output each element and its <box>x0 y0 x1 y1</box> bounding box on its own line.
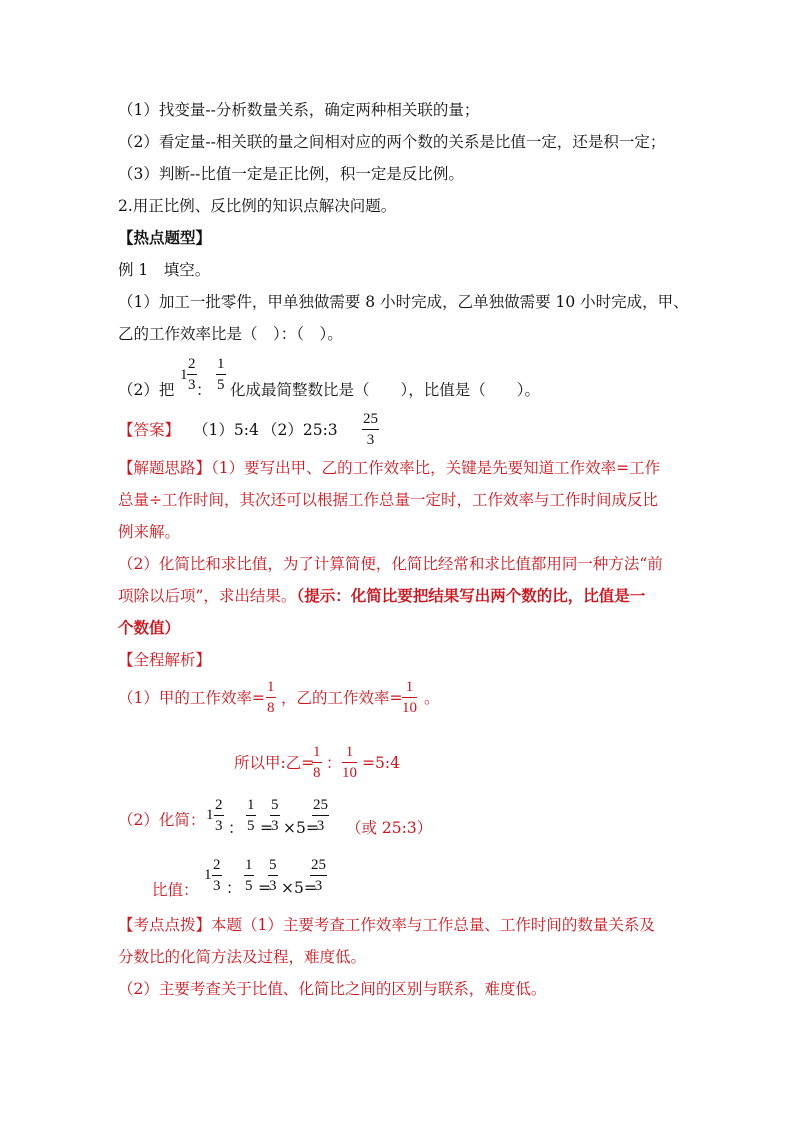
keypoint-line-1 <box>118 915 655 935</box>
method-step-1: （1）找变量--分析数量关系，确定两种相关联的量； <box>118 101 480 119</box>
fraction-bar <box>312 815 329 816</box>
thinking-line-3: 例来解。 <box>118 523 181 541</box>
keypoint-line-2: 分数比的化简方法及过程，难度低。 <box>118 948 367 966</box>
denominator: 10 <box>342 765 357 781</box>
answer-numerator: 25 <box>363 411 378 427</box>
analysis-3-whole: 1 <box>206 807 214 823</box>
analysis-4-fraction-b <box>268 856 278 895</box>
analysis-3-equals: = <box>260 819 273 837</box>
denominator: 3 <box>269 878 277 894</box>
denominator: 3 <box>314 878 323 894</box>
denominator: 5 <box>245 878 253 894</box>
fraction-bar <box>212 875 222 876</box>
numerator: 1 <box>345 744 354 760</box>
point-2: 2.用正比例、反比例的知识点解决问题。 <box>118 197 397 215</box>
fraction-bar <box>187 374 197 375</box>
answer-part-2: （2）25:3 <box>262 421 338 439</box>
denominator: 8 <box>313 765 321 781</box>
analysis-4-fraction-c <box>310 856 327 895</box>
analysis-1-c: 。 <box>424 689 440 707</box>
fraction-bar <box>268 875 278 876</box>
numerator: 1 <box>267 679 275 695</box>
numerator: 1 <box>245 857 253 873</box>
keypoint-label: 【考点点拨】 <box>118 916 212 934</box>
numerator: 1 <box>247 797 255 813</box>
numerator: 2 <box>213 857 221 873</box>
denominator: 5 <box>247 818 255 834</box>
question-1-line-1: （1）加工一批零件，甲单独做需要 8 小时完成，乙单独做需要 10 小时完成，甲、 <box>118 293 689 311</box>
q2-colon: ： <box>196 381 212 399</box>
q2-mixed-denominator: 3 <box>188 377 196 393</box>
analysis-1-a: （1）甲的工作效率= <box>118 689 265 707</box>
analysis-2-b: =5:4 <box>362 754 400 772</box>
thinking-line-2: 总量÷工作时间，其次还可以根据工作总量一定时，工作效率与工作时间成反比 <box>118 491 658 509</box>
analysis-2-a: 所以甲:乙= <box>234 754 315 772</box>
answer-part-1: （1）5:4 <box>193 421 259 439</box>
analysis-4-equals: = <box>258 879 271 897</box>
thinking-line-6: 个数值） <box>118 618 181 637</box>
analysis-2-colon: ： <box>326 754 342 772</box>
denominator: 3 <box>271 818 279 834</box>
analysis-2-fraction-b <box>342 743 357 782</box>
analysis-3-times: ×5= <box>283 819 319 837</box>
analysis-1-b: ，乙的工作效率= <box>281 689 403 707</box>
q2-prefix: （2）把 <box>118 381 175 399</box>
denominator: 3 <box>215 818 223 834</box>
analysis-3-note: （或 25:3） <box>346 819 433 837</box>
fraction-bar <box>214 815 224 816</box>
denominator: 3 <box>316 818 325 834</box>
analysis-3-fraction-c <box>312 796 329 835</box>
analysis-1-fraction-a <box>266 678 276 717</box>
analysis-3-fraction-b <box>270 796 280 835</box>
analysis-4-fraction-a <box>244 856 254 895</box>
numerator: 1 <box>313 744 321 760</box>
keypoint-text-1: 本题（1）主要考查工作效率与工作总量、工作时间的数量关系及 <box>211 916 655 934</box>
method-step-3: （3）判断--比值一定是正比例，积一定是反比例。 <box>118 165 464 183</box>
fraction-bar <box>266 697 276 698</box>
q2-denominator: 5 <box>217 377 225 393</box>
keypoint-line-3: （2）主要考查关于比值、化简比之间的区别与联系，难度低。 <box>118 980 547 998</box>
thinking-line-1 <box>118 458 660 478</box>
fraction-bar <box>312 762 322 763</box>
q2-mixed-whole: 1 <box>180 367 188 383</box>
analysis-3-fraction-a <box>246 796 256 835</box>
fraction-bar <box>342 762 357 763</box>
thinking-line-4: （2）化简比和求比值，为了计算简便，化简比经常和求比值都用同一种方法“前 <box>118 555 663 573</box>
thinking-label: 【解题思路】 <box>118 459 212 477</box>
numerator: 5 <box>271 797 279 813</box>
q2-suffix: 化成最简整数比是（ ），比值是（ ）。 <box>230 381 541 399</box>
analysis-4-whole: 1 <box>204 867 212 883</box>
analysis-1-fraction-b <box>402 678 417 717</box>
analysis-3-colon: ： <box>228 819 244 837</box>
analysis-4-mixed-fraction <box>212 856 222 895</box>
q2-fraction <box>216 355 226 394</box>
thinking-text-1: （1）要写出甲、乙的工作效率比，关键是先要知道工作效率=工作 <box>211 459 661 477</box>
denominator: 10 <box>402 700 417 716</box>
fraction-bar <box>246 815 256 816</box>
analysis-4-times: ×5= <box>281 879 317 897</box>
numerator: 25 <box>311 857 326 873</box>
method-step-2: （2）看定量--相关联的量之间相对应的两个数的关系是比值一定，还是积一定； <box>118 133 666 151</box>
analysis-4-colon: ： <box>226 879 242 897</box>
numerator: 2 <box>215 797 223 813</box>
fraction-bar <box>362 429 379 430</box>
example-title: 例 1 填空。 <box>118 261 211 279</box>
thinking-hint: （提示：化简比要把结果写出两个数的比，比值是一 <box>296 586 646 605</box>
denominator: 8 <box>267 700 275 716</box>
fraction-bar <box>402 697 417 698</box>
thinking-line-5 <box>118 586 645 606</box>
numerator: 25 <box>313 797 328 813</box>
analysis-4-label: 比值： <box>152 881 199 899</box>
q2-mixed-numerator: 2 <box>188 356 196 372</box>
numerator: 1 <box>405 679 414 695</box>
q2-numerator: 1 <box>217 356 225 372</box>
question-1-line-2: 乙的工作效率比是（ ）：（ ）。 <box>118 325 343 343</box>
fraction-bar <box>270 815 280 816</box>
fraction-bar <box>244 875 254 876</box>
answer-fraction <box>362 410 379 449</box>
denominator: 3 <box>213 878 221 894</box>
analysis-3-label: （2）化简： <box>118 811 206 829</box>
analysis-label: 【全程解析】 <box>118 651 212 669</box>
answer-denominator: 3 <box>366 432 375 448</box>
answer-label: 【答案】 <box>118 421 181 439</box>
fraction-bar <box>216 374 226 375</box>
analysis-3-mixed-fraction <box>214 796 224 835</box>
section-title: 【热点题型】 <box>118 228 212 247</box>
fraction-bar <box>310 875 327 876</box>
numerator: 5 <box>269 857 277 873</box>
thinking-text-5: 项除以后项”，求出结果。 <box>118 587 297 605</box>
analysis-2-fraction-a <box>312 743 322 782</box>
